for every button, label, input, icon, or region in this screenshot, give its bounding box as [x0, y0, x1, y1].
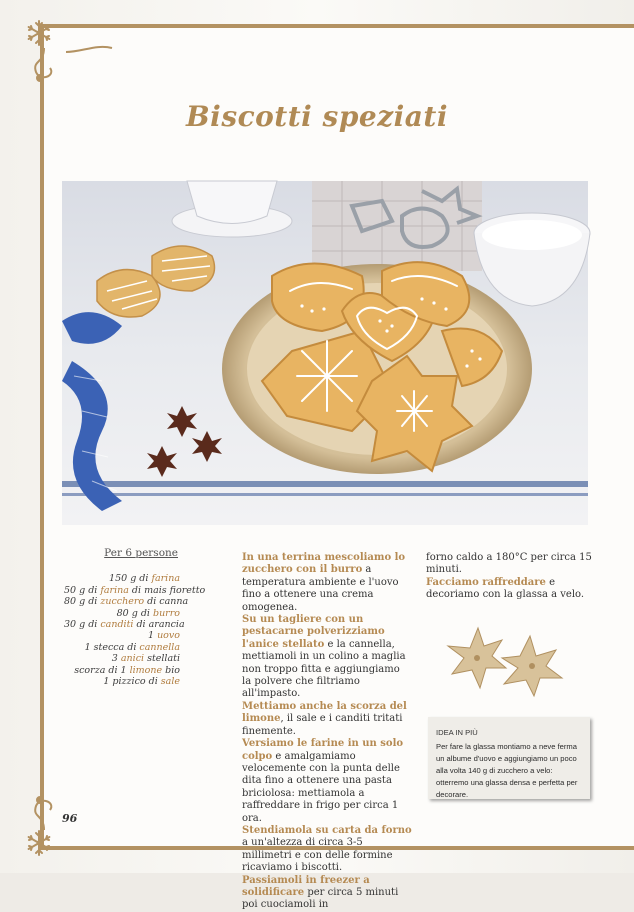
- ingredient-detail: di mais fioretto: [128, 584, 206, 596]
- method-step-text: , il sale e i canditi tritati finemente.: [242, 713, 403, 737]
- ingredient-name: uovo: [157, 630, 180, 642]
- ingredient-quantity: 150 g di: [109, 573, 152, 585]
- ingredient-detail: di arancia: [133, 619, 185, 631]
- ingredient-line: [64, 584, 206, 596]
- ingredient-line: [64, 573, 180, 584]
- ingredient-quantity: scorza di 1: [74, 664, 130, 676]
- ingredient-name: farina: [100, 584, 129, 596]
- ingredient-quantity: 80 g di: [116, 607, 153, 619]
- tip-box: [428, 717, 590, 799]
- method-step-lead: Su un tagliere con un pestacarne polverizziamo l'anice stellato: [242, 614, 385, 650]
- method-step-lead: In una terrina mescoliamo lo zucchero con il burro: [242, 552, 406, 576]
- ingredient-quantity: 3: [111, 653, 121, 665]
- ingredient-line: [64, 596, 189, 608]
- method-step-lead: Mettiamo anche la scorza del limone: [242, 700, 407, 725]
- ingredient-line: [64, 619, 185, 631]
- page-number: 96: [62, 812, 78, 825]
- tip-text: Per fare la glassa montiamo a neve ferma un albume d'uovo e aggiungiamo un poco alla volta 140 g di zucchero a velo: otterremo una glassa densa e perfetta per decorare.: [436, 742, 578, 799]
- ingredient-quantity: 1 stecca di: [84, 641, 140, 653]
- snowflake-top-icon: [24, 18, 54, 48]
- method-step: [242, 738, 412, 825]
- recipe-title: Biscotti speziati: [186, 100, 448, 133]
- ingredient-quantity: 50 g di: [64, 584, 101, 596]
- ingredient-quantity: 80 g di: [64, 596, 101, 608]
- frame-left-border: [40, 28, 44, 848]
- ingredient-name: limone: [129, 664, 163, 676]
- method-step-text: per circa 5 minuti poi cuociamoli in: [242, 886, 399, 911]
- method-step: [242, 614, 412, 701]
- scroll-ornament-top-icon: [26, 46, 116, 106]
- ingredient-line: [64, 653, 180, 664]
- method-step-lead: Stendiamola su carta da forno: [242, 824, 412, 836]
- method-column-2: [426, 552, 596, 602]
- method-continued-text: forno caldo a 180°C per circa 15 minuti.: [426, 552, 592, 576]
- ingredient-quantity: 30 g di: [64, 619, 101, 631]
- ingredients-list: [64, 573, 206, 688]
- ingredients-column: [64, 547, 206, 688]
- ingredient-name: cannella: [139, 641, 180, 653]
- ingredient-name: anici: [120, 653, 145, 665]
- ingredient-name: farina: [151, 573, 180, 585]
- method-column-1: [242, 552, 412, 912]
- ingredient-name: canditi: [100, 619, 134, 631]
- scroll-ornament-bottom-icon: [26, 776, 66, 832]
- ingredient-quantity: 1: [147, 630, 158, 642]
- tip-title: IDEA IN PIÙ: [436, 728, 478, 737]
- method-step-text: e la cannella, mettiamoli in un colino a maglia non troppo fitta e aggiungiamo la polvere che filtriamo all'impasto.: [242, 638, 406, 700]
- ingredient-quantity: 1 pizzico di: [103, 676, 161, 688]
- method-continued-paragraph: [426, 552, 596, 602]
- ingredient-name: burro: [152, 607, 180, 619]
- method-step-lead: Versiamo le farine in un solo colpo: [242, 738, 404, 762]
- method-step-text: a un'altezza di circa 3-5 millimetri e con delle formine ricaviamo i biscotti.: [242, 837, 393, 874]
- ingredient-detail: bio: [162, 664, 180, 676]
- ingredient-line: [64, 608, 180, 619]
- recipe-photo: [62, 181, 588, 525]
- method-step: [242, 875, 412, 912]
- servings-header: Per 6 persone: [104, 547, 178, 559]
- method-continued-text-2: e decoriamo con la glassa a velo.: [426, 576, 585, 601]
- method-continued-bold: Facciamo raffreddare: [426, 576, 546, 588]
- snowflake-bottom-icon: [24, 828, 54, 858]
- ingredient-name: zucchero: [100, 596, 145, 608]
- ingredient-line: [64, 665, 180, 676]
- star-anise-illustration: [440, 618, 580, 698]
- method-step: [242, 552, 412, 614]
- method-step: [242, 825, 412, 875]
- ingredient-name: sale: [160, 676, 180, 688]
- ingredient-line: [64, 676, 180, 687]
- ingredient-line: [64, 630, 180, 641]
- ingredient-line: [64, 642, 180, 653]
- frame-top-border: [40, 24, 634, 28]
- method-step-text: a temperatura ambiente e l'uovo fino a ottenere una crema omogenea.: [242, 564, 399, 613]
- method-step: [242, 701, 412, 738]
- method-step-lead: Passiamoli in freezer a solidificare: [242, 874, 370, 898]
- ingredient-detail: stellati: [144, 653, 180, 665]
- method-step-text: e amalgamiamo velocemente con la punta delle dita fino a ottenere una pasta briciolosa: mettiamola a raffreddare in frigo per circa 1 ora.: [242, 750, 400, 824]
- ingredient-detail: di canna: [144, 596, 189, 608]
